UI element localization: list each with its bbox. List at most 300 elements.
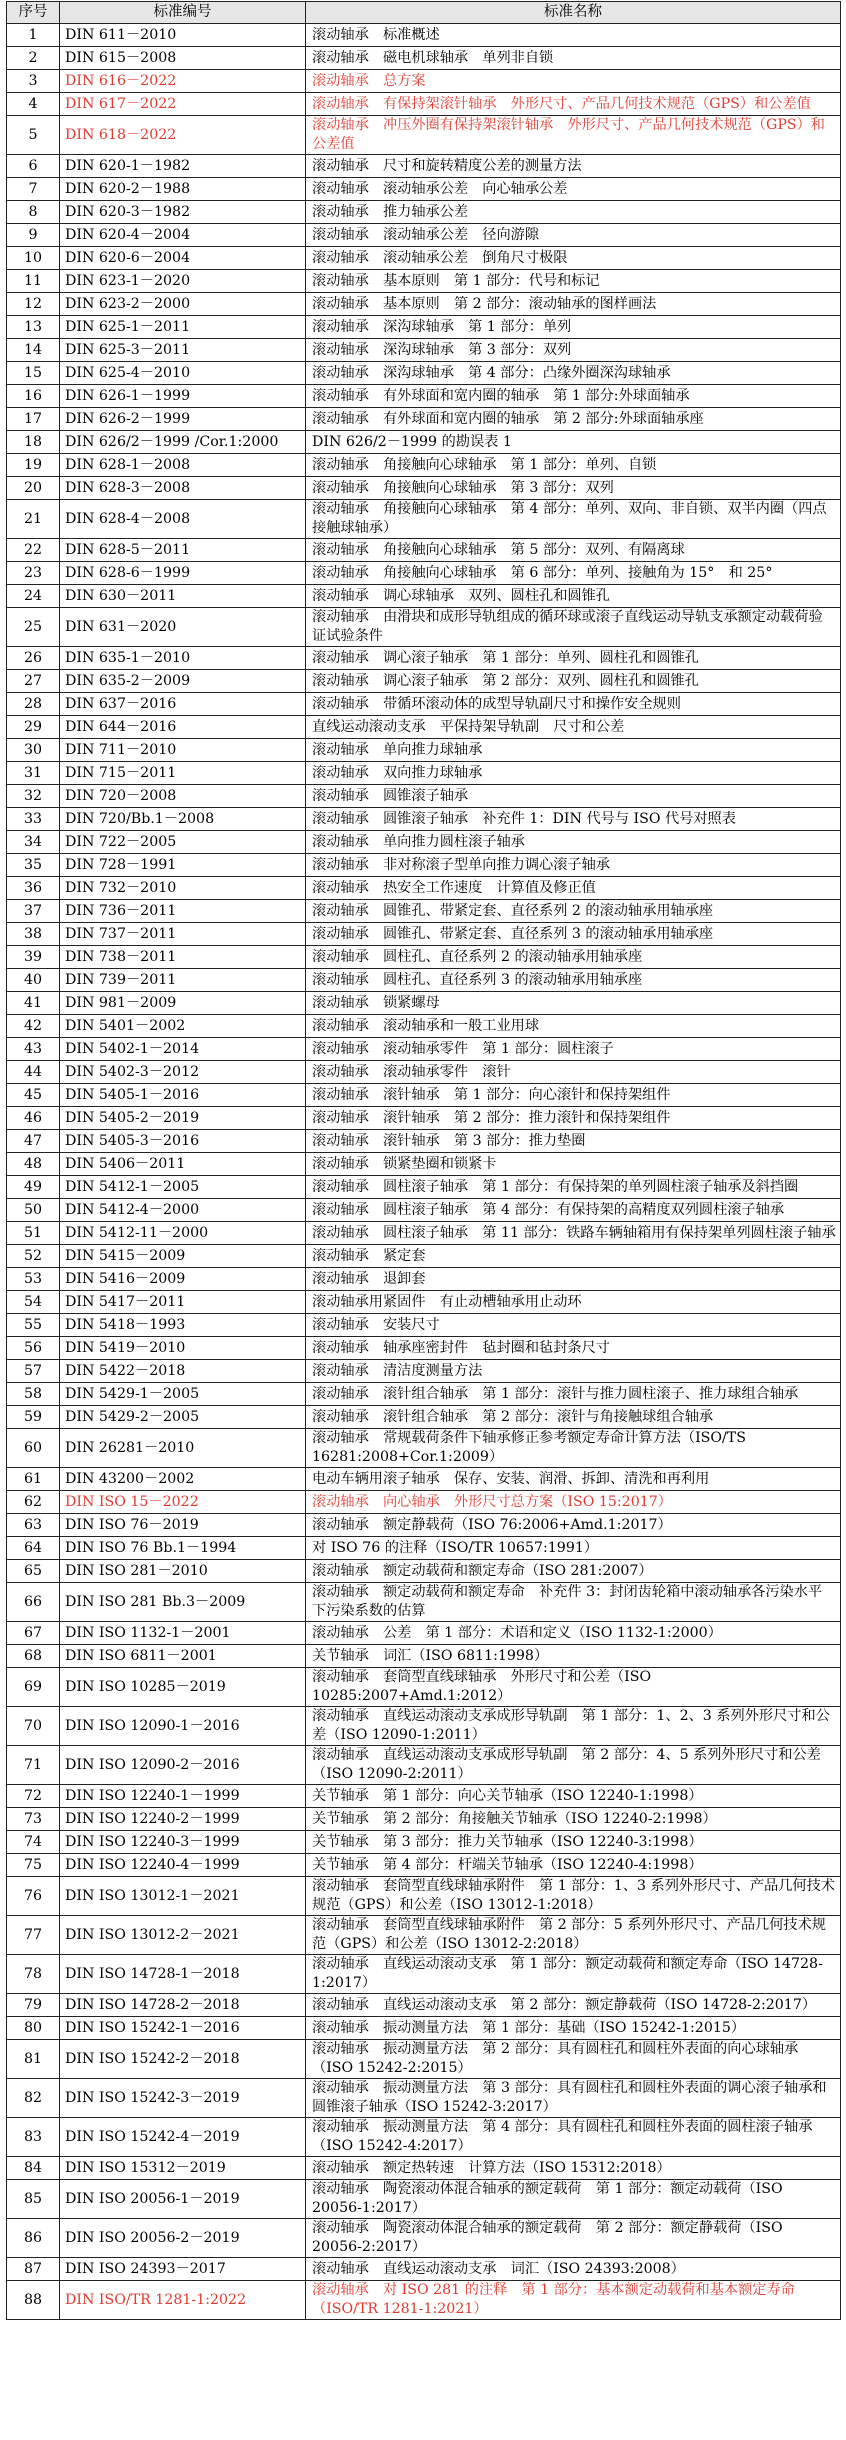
- row-index: 49: [7, 1176, 60, 1199]
- row-standard-name: 关节轴承 词汇（ISO 6811:1998）: [306, 1645, 841, 1668]
- row-standard-code: DIN 625-4－2010: [60, 362, 306, 385]
- table-row: [7, 316, 841, 339]
- row-standard-code: DIN 5417－2011: [60, 1291, 306, 1314]
- row-standard-code: DIN 618－2022: [60, 116, 306, 155]
- row-standard-code: DIN 626-1－1999: [60, 385, 306, 408]
- table-row: [7, 1337, 841, 1360]
- row-standard-code: DIN ISO 12090-1－2016: [60, 1707, 306, 1746]
- table-row: [7, 1406, 841, 1429]
- row-index: 50: [7, 1199, 60, 1222]
- row-standard-code: DIN 620-1－1982: [60, 155, 306, 178]
- table-row: [7, 1622, 841, 1645]
- table-row: [7, 270, 841, 293]
- table-header-row: [7, 2, 841, 24]
- row-index: 11: [7, 270, 60, 293]
- row-standard-name: 滚动轴承 有外球面和宽内圈的轴承 第 2 部分:外球面轴承座: [306, 408, 841, 431]
- table-row: [7, 900, 841, 923]
- table-row: [7, 224, 841, 247]
- row-standard-code: DIN 617－2022: [60, 93, 306, 116]
- row-standard-name: 滚动轴承 单向推力球轴承: [306, 739, 841, 762]
- table-row: [7, 1383, 841, 1406]
- row-standard-code: DIN 26281－2010: [60, 1429, 306, 1468]
- row-index: 81: [7, 2040, 60, 2079]
- table-row: [7, 431, 841, 454]
- row-standard-name: 滚动轴承 由滑块和成形导轨组成的循环球或滚子直线运动导轨支承额定动载荷验证试验条件: [306, 608, 841, 647]
- row-index: 87: [7, 2258, 60, 2281]
- row-standard-name: 滚动轴承 直线运动滚动支承 第 1 部分：额定动载荷和额定寿命（ISO 14728-1:2017）: [306, 1955, 841, 1994]
- row-standard-name: 滚动轴承 额定热转速 计算方法（ISO 15312:2018）: [306, 2157, 841, 2180]
- row-index: 86: [7, 2219, 60, 2258]
- row-index: 70: [7, 1707, 60, 1746]
- row-standard-code: DIN ISO 13012-1－2021: [60, 1877, 306, 1916]
- row-standard-code: DIN 5429-2－2005: [60, 1406, 306, 1429]
- row-standard-code: DIN ISO 12240-4－1999: [60, 1854, 306, 1877]
- row-standard-name: 滚动轴承 直线运动滚动支承 词汇（ISO 24393:2008）: [306, 2258, 841, 2281]
- row-standard-code: DIN 644－2016: [60, 716, 306, 739]
- row-index: 16: [7, 385, 60, 408]
- row-standard-code: DIN 5412-11－2000: [60, 1222, 306, 1245]
- row-standard-name: 滚动轴承 单向推力圆柱滚子轴承: [306, 831, 841, 854]
- table-body: [7, 24, 841, 2320]
- row-standard-code: DIN 5405-3－2016: [60, 1130, 306, 1153]
- row-standard-name: 滚动轴承 圆柱孔、直径系列 3 的滚动轴承用轴承座: [306, 969, 841, 992]
- table-row: [7, 1537, 841, 1560]
- row-standard-code: DIN 611－2010: [60, 24, 306, 47]
- row-standard-code: DIN 738－2011: [60, 946, 306, 969]
- row-index: 80: [7, 2017, 60, 2040]
- row-standard-code: DIN ISO 281 Bb.3－2009: [60, 1583, 306, 1622]
- row-standard-code: DIN 5402-1－2014: [60, 1038, 306, 1061]
- row-index: 61: [7, 1468, 60, 1491]
- row-standard-name: 滚动轴承 清洁度测量方法: [306, 1360, 841, 1383]
- row-standard-name: 滚动轴承 调心滚子轴承 第 1 部分：单列、圆柱孔和圆锥孔: [306, 647, 841, 670]
- row-standard-name: 滚动轴承 滚动轴承公差 倒角尺寸极限: [306, 247, 841, 270]
- table-row: [7, 562, 841, 585]
- row-standard-name: 滚动轴承 总方案: [306, 70, 841, 93]
- row-index: 33: [7, 808, 60, 831]
- table-row: [7, 1645, 841, 1668]
- row-index: 14: [7, 339, 60, 362]
- row-index: 46: [7, 1107, 60, 1130]
- row-index: 31: [7, 762, 60, 785]
- row-standard-code: DIN ISO 15242-3－2019: [60, 2079, 306, 2118]
- row-index: 85: [7, 2180, 60, 2219]
- row-standard-name: 滚动轴承 振动测量方法 第 1 部分：基础（ISO 15242-1:2015）: [306, 2017, 841, 2040]
- row-standard-code: DIN 5416－2009: [60, 1268, 306, 1291]
- table-row: [7, 1746, 841, 1785]
- row-standard-code: DIN 720－2008: [60, 785, 306, 808]
- row-standard-code: DIN 631－2020: [60, 608, 306, 647]
- row-standard-code: DIN 5412-1－2005: [60, 1176, 306, 1199]
- row-index: 67: [7, 1622, 60, 1645]
- row-standard-name: 滚动轴承 退卸套: [306, 1268, 841, 1291]
- table-row: [7, 47, 841, 70]
- row-standard-code: DIN 739－2011: [60, 969, 306, 992]
- row-standard-name: 滚动轴承 直线运动滚动支承 第 2 部分：额定静载荷（ISO 14728-2:2017）: [306, 1994, 841, 2017]
- table-row: [7, 2258, 841, 2281]
- table-row: [7, 969, 841, 992]
- row-index: 1: [7, 24, 60, 47]
- row-index: 25: [7, 608, 60, 647]
- table-row: [7, 93, 841, 116]
- row-standard-name: 滚动轴承 套筒型直线球轴承 外形尺寸和公差（ISO 10285:2007+Amd.1:2012）: [306, 1668, 841, 1707]
- row-standard-code: DIN 5401－2002: [60, 1015, 306, 1038]
- table-row: [7, 1038, 841, 1061]
- row-standard-code: DIN 5419－2010: [60, 1337, 306, 1360]
- row-index: 82: [7, 2079, 60, 2118]
- row-standard-name: 滚动轴承 陶瓷滚动体混合轴承的额定载荷 第 2 部分：额定静载荷（ISO 20056-2:2017）: [306, 2219, 841, 2258]
- row-standard-code: DIN 732－2010: [60, 877, 306, 900]
- row-index: 47: [7, 1130, 60, 1153]
- row-index: 10: [7, 247, 60, 270]
- row-standard-name: 滚动轴承 圆柱滚子轴承 第 1 部分：有保持架的单列圆柱滚子轴承及斜挡圈: [306, 1176, 841, 1199]
- row-index: 29: [7, 716, 60, 739]
- row-standard-name: 关节轴承 第 2 部分：角接触关节轴承（ISO 12240-2:1998）: [306, 1808, 841, 1831]
- row-index: 43: [7, 1038, 60, 1061]
- table-row: [7, 1360, 841, 1383]
- row-index: 8: [7, 201, 60, 224]
- row-standard-code: DIN 5415－2009: [60, 1245, 306, 1268]
- row-standard-name: 滚动轴承 圆锥孔、带紧定套、直径系列 3 的滚动轴承用轴承座: [306, 923, 841, 946]
- row-standard-code: DIN 5405-1－2016: [60, 1084, 306, 1107]
- row-standard-code: DIN 722－2005: [60, 831, 306, 854]
- row-index: 84: [7, 2157, 60, 2180]
- row-index: 2: [7, 47, 60, 70]
- table-row: [7, 408, 841, 431]
- table-row: [7, 2180, 841, 2219]
- row-standard-code: DIN ISO 10285－2019: [60, 1668, 306, 1707]
- header-standard-name: 标准名称: [306, 2, 841, 24]
- header-index: 序号: [7, 2, 60, 24]
- table-row: [7, 1130, 841, 1153]
- table-row: [7, 362, 841, 385]
- table-row: [7, 1222, 841, 1245]
- row-standard-name: 滚动轴承 锁紧垫圈和锁紧卡: [306, 1153, 841, 1176]
- row-standard-code: DIN 635-1－2010: [60, 647, 306, 670]
- row-index: 24: [7, 585, 60, 608]
- row-standard-code: DIN ISO 14728-1－2018: [60, 1955, 306, 1994]
- row-index: 23: [7, 562, 60, 585]
- row-standard-code: DIN ISO 15312－2019: [60, 2157, 306, 2180]
- row-standard-name: 滚动轴承 锁紧螺母: [306, 992, 841, 1015]
- row-standard-code: DIN 623-2－2000: [60, 293, 306, 316]
- row-standard-name: 滚动轴承 带循环滚动体的成型导轨副尺寸和操作安全规则: [306, 693, 841, 716]
- row-standard-code: DIN 620-2－1988: [60, 178, 306, 201]
- row-standard-code: DIN ISO 12090-2－2016: [60, 1746, 306, 1785]
- row-standard-code: DIN 615－2008: [60, 47, 306, 70]
- row-index: 3: [7, 70, 60, 93]
- row-standard-code: DIN 625-1－2011: [60, 316, 306, 339]
- table-row: [7, 1831, 841, 1854]
- table-row: [7, 2017, 841, 2040]
- row-standard-name: 滚动轴承 标准概述: [306, 24, 841, 47]
- table-row: [7, 877, 841, 900]
- table-row: [7, 2040, 841, 2079]
- row-index: 4: [7, 93, 60, 116]
- row-standard-code: DIN ISO 15242-1－2016: [60, 2017, 306, 2040]
- row-standard-name: 滚动轴承 热安全工作速度 计算值及修正值: [306, 877, 841, 900]
- row-standard-name: 滚动轴承 深沟球轴承 第 3 部分：双列: [306, 339, 841, 362]
- table-row: [7, 1153, 841, 1176]
- row-standard-name: 滚动轴承 陶瓷滚动体混合轴承的额定载荷 第 1 部分：额定动载荷（ISO 20056-1:2017）: [306, 2180, 841, 2219]
- row-standard-name: 滚动轴承 基本原则 第 1 部分：代号和标记: [306, 270, 841, 293]
- table-row: [7, 1785, 841, 1808]
- table-row: [7, 539, 841, 562]
- table-row: [7, 178, 841, 201]
- table-row: [7, 1107, 841, 1130]
- table-row: [7, 1429, 841, 1468]
- row-standard-code: DIN 628-3－2008: [60, 477, 306, 500]
- table-row: [7, 1176, 841, 1199]
- row-index: 36: [7, 877, 60, 900]
- row-standard-name: 滚动轴承 角接触向心球轴承 第 1 部分：单列、自锁: [306, 454, 841, 477]
- row-standard-name: 滚动轴承 滚针轴承 第 2 部分：推力滚针和保持架组件: [306, 1107, 841, 1130]
- table-row: [7, 739, 841, 762]
- row-index: 59: [7, 1406, 60, 1429]
- row-index: 60: [7, 1429, 60, 1468]
- row-standard-name: 滚动轴承 滚针组合轴承 第 2 部分：滚针与角接触球组合轴承: [306, 1406, 841, 1429]
- row-standard-name: 滚动轴承 直线运动滚动支承成形导轨副 第 2 部分：4、5 系列外形尺寸和公差（ISO 12090-2:2011）: [306, 1746, 841, 1785]
- row-standard-name: 滚动轴承 额定动载荷和额定寿命 补充件 3：封闭齿轮箱中滚动轴承各污染水平下污染系数的估算: [306, 1583, 841, 1622]
- row-standard-name: 滚动轴承 推力轴承公差: [306, 201, 841, 224]
- row-index: 22: [7, 539, 60, 562]
- table-row: [7, 293, 841, 316]
- row-standard-name: 滚动轴承 常规载荷条件下轴承修正参考额定寿命计算方法（ISO/TS 16281:2008+Cor.1:2009）: [306, 1429, 841, 1468]
- row-standard-name: 滚动轴承 套筒型直线球轴承附件 第 1 部分：1、3 系列外形尺寸、产品几何技术规范（GPS）和公差（ISO 13012-1:2018）: [306, 1877, 841, 1916]
- row-standard-code: DIN 625-3－2011: [60, 339, 306, 362]
- table-row: [7, 1314, 841, 1337]
- table-row: [7, 1854, 841, 1877]
- table-row: [7, 946, 841, 969]
- row-standard-code: DIN 5406－2011: [60, 1153, 306, 1176]
- table-row: [7, 1808, 841, 1831]
- table-row: [7, 2118, 841, 2157]
- table-row: [7, 1560, 841, 1583]
- row-standard-name: 关节轴承 第 1 部分：向心关节轴承（ISO 12240-1:1998）: [306, 1785, 841, 1808]
- row-standard-code: DIN ISO/TR 1281-1:2022: [60, 2281, 306, 2320]
- table-row: [7, 1199, 841, 1222]
- row-standard-name: 滚动轴承 圆柱孔、直径系列 2 的滚动轴承用轴承座: [306, 946, 841, 969]
- row-index: 21: [7, 500, 60, 539]
- row-standard-name: 滚动轴承 滚针轴承 第 1 部分：向心滚针和保持架组件: [306, 1084, 841, 1107]
- table-row: [7, 762, 841, 785]
- row-standard-name: 滚动轴承 深沟球轴承 第 1 部分：单列: [306, 316, 841, 339]
- row-standard-code: DIN ISO 20056-2－2019: [60, 2219, 306, 2258]
- row-index: 74: [7, 1831, 60, 1854]
- row-index: 44: [7, 1061, 60, 1084]
- row-standard-name: 滚动轴承 基本原则 第 2 部分：滚动轴承的图样画法: [306, 293, 841, 316]
- row-index: 30: [7, 739, 60, 762]
- row-standard-name: 滚动轴承 滚动轴承零件 第 1 部分：圆柱滚子: [306, 1038, 841, 1061]
- row-standard-code: DIN 5402-3－2012: [60, 1061, 306, 1084]
- row-standard-name: 滚动轴承 圆锥滚子轴承 补充件 1：DIN 代号与 ISO 代号对照表: [306, 808, 841, 831]
- row-standard-name: 滚动轴承 额定动载荷和额定寿命（ISO 281:2007）: [306, 1560, 841, 1583]
- row-index: 15: [7, 362, 60, 385]
- row-standard-name: 滚动轴承 振动测量方法 第 3 部分：具有圆柱孔和圆柱外表面的调心滚子轴承和圆锥滚子轴承（ISO 15242-3:2017）: [306, 2079, 841, 2118]
- row-index: 32: [7, 785, 60, 808]
- row-index: 76: [7, 1877, 60, 1916]
- row-standard-name: 滚动轴承 滚动轴承公差 向心轴承公差: [306, 178, 841, 201]
- row-standard-name: 滚动轴承 圆锥孔、带紧定套、直径系列 2 的滚动轴承用轴承座: [306, 900, 841, 923]
- standards-table: [6, 1, 841, 2320]
- table-row: [7, 385, 841, 408]
- table-row: [7, 785, 841, 808]
- row-standard-name: 滚动轴承 向心轴承 外形尺寸总方案（ISO 15:2017）: [306, 1491, 841, 1514]
- row-standard-name: 对 ISO 76 的注释（ISO/TR 10657:1991）: [306, 1537, 841, 1560]
- row-standard-code: DIN ISO 15－2022: [60, 1491, 306, 1514]
- row-index: 77: [7, 1916, 60, 1955]
- row-index: 88: [7, 2281, 60, 2320]
- row-index: 40: [7, 969, 60, 992]
- table-row: [7, 2281, 841, 2320]
- row-standard-name: 滚动轴承 磁电机球轴承 单列非自锁: [306, 47, 841, 70]
- row-index: 51: [7, 1222, 60, 1245]
- row-standard-name: 滚动轴承 对 ISO 281 的注释 第 1 部分：基本额定动载荷和基本额定寿命（ISO/TR 1281-1:2021）: [306, 2281, 841, 2320]
- row-standard-name: 滚动轴承 圆锥滚子轴承: [306, 785, 841, 808]
- table-row: [7, 1468, 841, 1491]
- row-index: 64: [7, 1537, 60, 1560]
- row-index: 7: [7, 178, 60, 201]
- row-standard-name: 滚动轴承 公差 第 1 部分：术语和定义（ISO 1132-1:2000）: [306, 1622, 841, 1645]
- row-standard-name: 滚动轴承 滚针组合轴承 第 1 部分：滚针与推力圆柱滚子、推力球组合轴承: [306, 1383, 841, 1406]
- row-standard-name: 滚动轴承 尺寸和旋转精度公差的测量方法: [306, 155, 841, 178]
- table-row: [7, 2157, 841, 2180]
- row-standard-code: DIN ISO 281－2010: [60, 1560, 306, 1583]
- row-standard-code: DIN ISO 12240-1－1999: [60, 1785, 306, 1808]
- table-row: [7, 477, 841, 500]
- row-index: 62: [7, 1491, 60, 1514]
- row-standard-code: DIN 626-2－1999: [60, 408, 306, 431]
- row-index: 83: [7, 2118, 60, 2157]
- row-standard-code: DIN 715－2011: [60, 762, 306, 785]
- row-index: 19: [7, 454, 60, 477]
- row-index: 37: [7, 900, 60, 923]
- row-standard-name: 滚动轴承 滚动轴承和一般工业用球: [306, 1015, 841, 1038]
- row-index: 63: [7, 1514, 60, 1537]
- table-row: [7, 454, 841, 477]
- table-row: [7, 2219, 841, 2258]
- table-row: [7, 155, 841, 178]
- row-index: 52: [7, 1245, 60, 1268]
- row-standard-name: 滚动轴承 滚动轴承公差 径向游隙: [306, 224, 841, 247]
- table-row: [7, 2079, 841, 2118]
- table-row: [7, 1268, 841, 1291]
- row-standard-code: DIN ISO 12240-3－1999: [60, 1831, 306, 1854]
- row-standard-code: DIN 728－1991: [60, 854, 306, 877]
- row-standard-name: 滚动轴承 振动测量方法 第 2 部分：具有圆柱孔和圆柱外表面的向心球轴承（ISO 15242-2:2015）: [306, 2040, 841, 2079]
- table-row: [7, 116, 841, 155]
- row-index: 28: [7, 693, 60, 716]
- row-standard-name: 滚动轴承 安装尺寸: [306, 1314, 841, 1337]
- table-row: [7, 808, 841, 831]
- row-standard-name: 直线运动滚动支承 平保持架导轨副 尺寸和公差: [306, 716, 841, 739]
- row-index: 17: [7, 408, 60, 431]
- row-standard-code: DIN ISO 15242-4－2019: [60, 2118, 306, 2157]
- row-standard-name: 滚动轴承 有保持架滚针轴承 外形尺寸、产品几何技术规范（GPS）和公差值: [306, 93, 841, 116]
- table-row: [7, 992, 841, 1015]
- row-index: 57: [7, 1360, 60, 1383]
- row-standard-name: 关节轴承 第 4 部分：杆端关节轴承（ISO 12240-4:1998）: [306, 1854, 841, 1877]
- row-index: 53: [7, 1268, 60, 1291]
- row-standard-name: 滚动轴承 套筒型直线球轴承附件 第 2 部分：5 系列外形尺寸、产品几何技术规范（GPS）和公差（ISO 13012-2:2018）: [306, 1916, 841, 1955]
- row-index: 79: [7, 1994, 60, 2017]
- row-standard-code: DIN 5429-1－2005: [60, 1383, 306, 1406]
- row-standard-code: DIN 5412-4－2000: [60, 1199, 306, 1222]
- row-standard-code: DIN 981－2009: [60, 992, 306, 1015]
- row-standard-name: 滚动轴承 滚针轴承 第 3 部分：推力垫圈: [306, 1130, 841, 1153]
- row-standard-code: DIN 628-4－2008: [60, 500, 306, 539]
- table-row: [7, 693, 841, 716]
- row-index: 27: [7, 670, 60, 693]
- row-index: 18: [7, 431, 60, 454]
- row-standard-name: 滚动轴承 冲压外圈有保持架滚针轴承 外形尺寸、产品几何技术规范（GPS）和公差值: [306, 116, 841, 155]
- row-standard-name: DIN 626/2－1999 的勘误表 1: [306, 431, 841, 454]
- row-standard-name: 电动车辆用滚子轴承 保存、安装、润滑、拆卸、清洗和再利用: [306, 1468, 841, 1491]
- table-row: [7, 1916, 841, 1955]
- row-standard-name: 滚动轴承 轴承座密封件 毡封圈和毡封条尺寸: [306, 1337, 841, 1360]
- table-row: [7, 1955, 841, 1994]
- row-standard-code: DIN 737－2011: [60, 923, 306, 946]
- row-standard-name: 滚动轴承 紧定套: [306, 1245, 841, 1268]
- row-index: 45: [7, 1084, 60, 1107]
- row-standard-code: DIN 620-4－2004: [60, 224, 306, 247]
- row-standard-code: DIN 628-1－2008: [60, 454, 306, 477]
- row-standard-name: 滚动轴承 角接触向心球轴承 第 4 部分：单列、双向、非自锁、双半内圈（四点接触球轴承）: [306, 500, 841, 539]
- table-row: [7, 716, 841, 739]
- table-row: [7, 201, 841, 224]
- row-index: 65: [7, 1560, 60, 1583]
- row-standard-name: 滚动轴承 有外球面和宽内圈的轴承 第 1 部分:外球面轴承: [306, 385, 841, 408]
- row-standard-code: DIN ISO 14728-2－2018: [60, 1994, 306, 2017]
- row-standard-code: DIN 5422－2018: [60, 1360, 306, 1383]
- table-row: [7, 70, 841, 93]
- table-row: [7, 1707, 841, 1746]
- row-standard-code: DIN ISO 20056-1－2019: [60, 2180, 306, 2219]
- table-row: [7, 1668, 841, 1707]
- row-index: 20: [7, 477, 60, 500]
- row-standard-name: 关节轴承 第 3 部分：推力关节轴承（ISO 12240-3:1998）: [306, 1831, 841, 1854]
- row-index: 41: [7, 992, 60, 1015]
- row-standard-code: DIN ISO 1132-1－2001: [60, 1622, 306, 1645]
- row-index: 26: [7, 647, 60, 670]
- row-standard-code: DIN ISO 12240-2－1999: [60, 1808, 306, 1831]
- row-index: 13: [7, 316, 60, 339]
- table-row: [7, 854, 841, 877]
- row-index: 5: [7, 116, 60, 155]
- table-row: [7, 1015, 841, 1038]
- row-standard-name: 滚动轴承 滚动轴承零件 滚针: [306, 1061, 841, 1084]
- row-standard-code: DIN ISO 76 Bb.1－1994: [60, 1537, 306, 1560]
- row-index: 58: [7, 1383, 60, 1406]
- row-index: 56: [7, 1337, 60, 1360]
- row-index: 48: [7, 1153, 60, 1176]
- row-standard-code: DIN 711－2010: [60, 739, 306, 762]
- row-standard-name: 滚动轴承 角接触向心球轴承 第 5 部分：双列、有隔离球: [306, 539, 841, 562]
- row-standard-name: 滚动轴承 双向推力球轴承: [306, 762, 841, 785]
- row-standard-code: DIN 620-3－1982: [60, 201, 306, 224]
- row-index: 75: [7, 1854, 60, 1877]
- row-standard-code: DIN 630－2011: [60, 585, 306, 608]
- row-standard-code: DIN 616－2022: [60, 70, 306, 93]
- row-standard-code: DIN 720/Bb.1－2008: [60, 808, 306, 831]
- row-standard-name: 滚动轴承 直线运动滚动支承成形导轨副 第 1 部分：1、2、3 系列外形尺寸和公差（ISO 12090-1:2011）: [306, 1707, 841, 1746]
- row-standard-name: 滚动轴承 额定静载荷（ISO 76:2006+Amd.1:2017）: [306, 1514, 841, 1537]
- row-index: 9: [7, 224, 60, 247]
- row-standard-name: 滚动轴承 圆柱滚子轴承 第 4 部分：有保持架的高精度双列圆柱滚子轴承: [306, 1199, 841, 1222]
- row-standard-name: 滚动轴承 圆柱滚子轴承 第 11 部分：铁路车辆轴箱用有保持架单列圆柱滚子轴承: [306, 1222, 841, 1245]
- row-index: 39: [7, 946, 60, 969]
- row-index: 78: [7, 1955, 60, 1994]
